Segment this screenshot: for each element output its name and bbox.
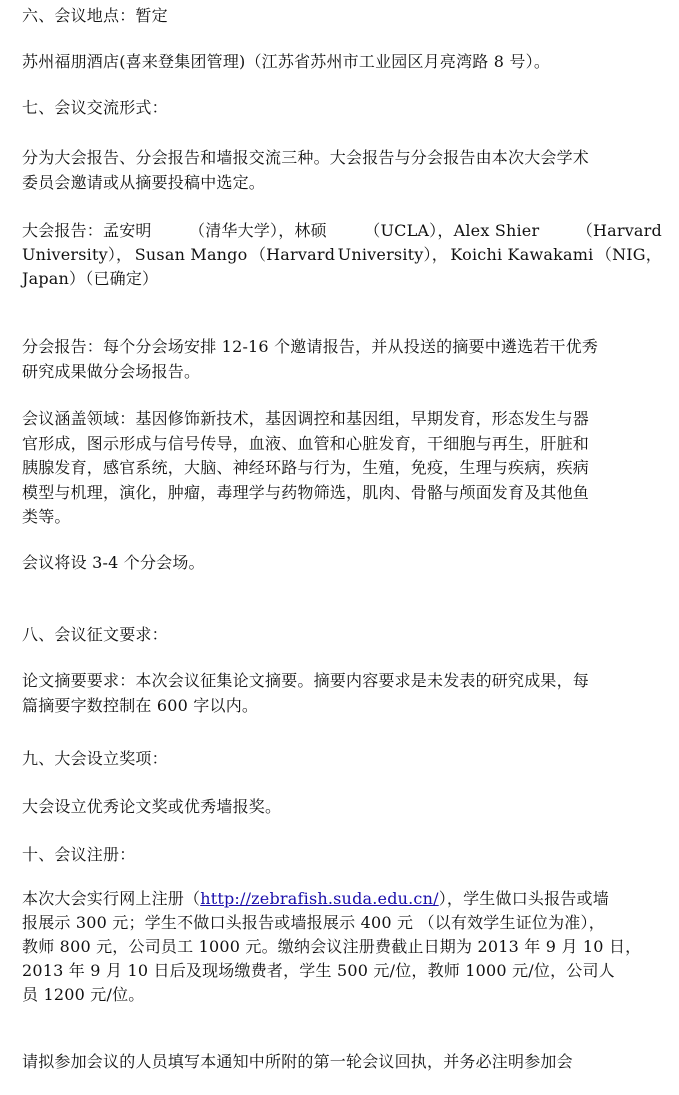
exchange-format-line-2: 委员会邀请或从摘要投稿中选定。 [22, 173, 266, 192]
section-6-heading: 六、会议地点：暂定 [22, 6, 168, 25]
registration-suffix: ），学生做口头报告或墙 [438, 889, 609, 908]
registration-line-4: 2013 年 9 月 10 日后及现场缴费者，学生 500 元/位，教师 1000 元/位，公司人 [22, 961, 615, 980]
topics-line-5: 类等。 [22, 507, 71, 526]
registration-line-1 [22, 887, 662, 911]
section-10-heading: 十、会议注册： [22, 845, 136, 864]
section-7-heading: 七、会议交流形式： [22, 98, 168, 117]
plenary-part: Koichi Kawakami [450, 245, 594, 264]
abstract-line-1: 论文摘要要求：本次会议征集论文摘要。摘要内容要求是未发表的研究成果，每 [22, 671, 590, 690]
topics-line-4: 模型与机理，演化，肿瘤，毒理学与药物筛选，肌肉、骨骼与颅面发育及其他鱼 [22, 483, 590, 502]
final-note-line-1: 请拟参加会议的人员填写本通知中所附的第一轮会议回执，并务必注明参加会 [22, 1052, 573, 1071]
parallel-line-2: 研究成果做分会场报告。 [22, 362, 201, 381]
plenary-part: （Harvard [249, 245, 336, 264]
abstract-line-2: 篇摘要字数控制在 600 字以内。 [22, 696, 259, 715]
plenary-line-2 [22, 243, 662, 267]
plenary-part: （NIG， [595, 245, 662, 264]
registration-line-2: 报展示 300 元；学生不做口头报告或墙报展示 400 元 （以有效学生证位为准）， [22, 913, 605, 932]
plenary-part: University）， [337, 245, 448, 264]
topics-line-2: 官形成，图示形成与信号传导，血液、血管和心脏发育，干细胞与再生，肝脏和 [22, 434, 590, 453]
plenary-part: Susan Mango [134, 245, 248, 264]
registration-line-5: 员 1200 元/位。 [22, 985, 145, 1004]
exchange-format-line-1: 分为大会报告、分会报告和墙报交流三种。大会报告与分会报告由本次大会学术 [22, 148, 590, 167]
section-9-heading: 九、大会设立奖项： [22, 749, 168, 768]
section-8-heading: 八、会议征文要求： [22, 625, 168, 644]
awards-text: 大会设立优秀论文奖或优秀墙报奖。 [22, 797, 282, 816]
venue-text: 苏州福朋酒店(喜来登集团管理)（江苏省苏州市工业园区月亮湾路 8 号）。 [22, 52, 551, 71]
registration-prefix: 本次大会实行网上注册（ [22, 889, 201, 908]
registration-link[interactable]: http://zebrafish.suda.edu.cn/ [200, 889, 439, 908]
topics-line-3: 胰腺发育，感官系统，大脑、神经环路与行为，生殖，免疫，生理与疾病，疾病 [22, 458, 590, 477]
plenary-part: （Harvard [576, 221, 662, 240]
plenary-line-1 [22, 219, 662, 243]
plenary-part: 大会报告：孟安明 [22, 221, 152, 240]
topics-line-1: 会议涵盖领域：基因修饰新技术，基因调控和基因组，早期发育，形态发生与器 [22, 409, 590, 428]
parallel-line-1: 分会报告：每个分会场安排 12-16 个邀请报告，并从投送的摘要中遴选若干优秀 [22, 337, 599, 356]
plenary-part: （清华大学），林硕 [189, 221, 327, 240]
sessions-count: 会议将设 3-4 个分会场。 [22, 553, 205, 572]
plenary-part: （UCLA），Alex Shier [364, 221, 540, 240]
plenary-line-3: Japan）（已确定） [22, 269, 159, 288]
plenary-part: University）， [22, 245, 133, 264]
registration-line-3: 教师 800 元，公司员工 1000 元。缴纳会议注册费截止日期为 2013 年 9 月 10 日， [22, 937, 642, 956]
